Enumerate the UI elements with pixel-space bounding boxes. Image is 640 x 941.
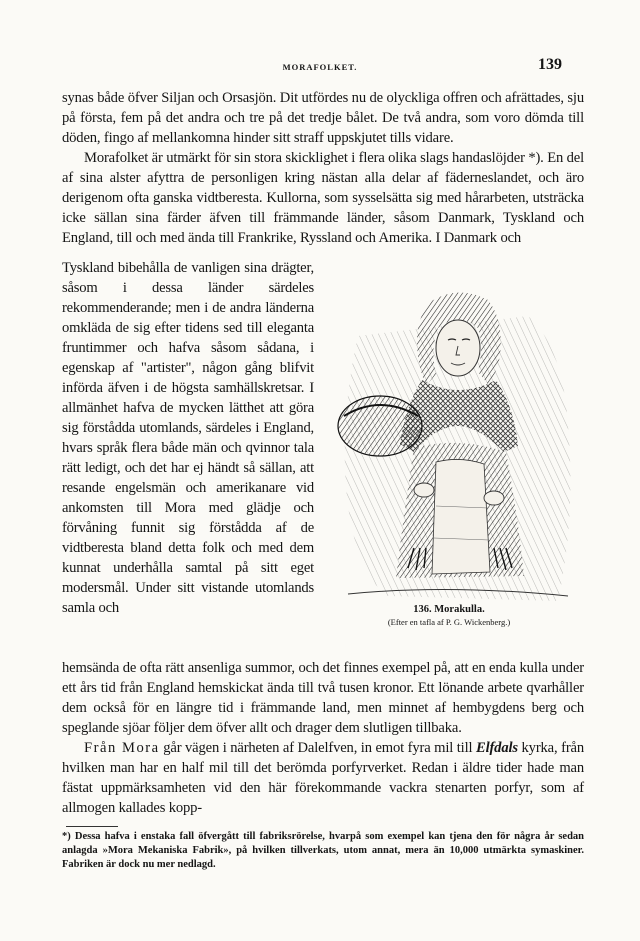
footnote-divider — [66, 826, 118, 827]
figure-caption — [318, 604, 580, 627]
paragraph-1: synas både öfver Siljan och Orsasjön. Dit utfördes nu de olyckliga offren och afrättades, sju på första, fem på det andra och tre på det tredje bålet. De två andra, som voro dömda till döden, fingo af mellankomna hinder sitt straff uppskjutet tills vidare. — [62, 90, 584, 146]
paragraph-2-continued: Tyskland bibehålla de vanligen sina drägter, såsom i dessa länder särdeles rekommenderande; men i de andra länderna omkläda de sig efter tidens sed till eleganta fruntimmer och hafva såsom sådana, i egenskap af "artister", någon gång blifvit införda äfven i de högsta samhällskretsar. I allmänhet hafva de mycken lätthet att göra sig förstådda utomlands, särdeles i England, hvars språk flera både män och qvinnor tala rätt ledigt, och det har ej händt så sällan, att resande engelsmän och amerikanare vid ankomsten till Mora med glädje och förvåning funnit sig förstådda af de vidtberesta bland detta folk och med dem kunnat underhålla samtal på sitt eget modersmål. Under sitt vistande utomlands samla och — [62, 260, 314, 616]
paragraph-2: Morafolket är utmärkt för sin stora skicklighet i flera olika slags handaslöjder *). En del af sina alster afyttra de personligen kring nästan alla delar af fäderneslandet, och äro derigenom ofta ganska vidtberesta. Kullorna, som sysselsätta sig med hårarbeten, utsträcka icke sällan sina färder äfven till främmande länder, såsom Danmark, Tyskland och England, till och med ända till Frankrike, Ryssland och Amerika. I Danmark och — [62, 150, 584, 246]
paragraph-4-end: kyrka, från hvilken man har en half mil till det berömda porfyrverket. Redan i äldre tider hade man fästat uppmärksamheten vid den här förekommande vackra stenarten porfyr, som af allmogen kallades kopp- — [62, 740, 585, 816]
figure-credit: (Efter en tafla af P. G. Wickenberg.) — [387, 617, 511, 627]
wrapped-text-column — [62, 258, 314, 618]
place-name: Elfdals — [475, 740, 518, 756]
figure-number: 136. Morakulla. — [413, 604, 485, 615]
body-text-bottom — [62, 658, 584, 818]
paragraph-4-text: går vägen i närheten af Dalelfven, in emot fyra mil till — [159, 740, 476, 756]
paragraph-4-lead: Från Mora — [84, 740, 160, 756]
body-text-top — [62, 88, 584, 248]
paragraph-4 — [62, 738, 584, 818]
morakulla-engraving — [318, 276, 580, 606]
running-title: MORAFOLKET. — [282, 62, 358, 72]
engraving-illustration — [318, 276, 580, 606]
paragraph-3: hemsända de ofta rätt ansenliga summor, och det finnes exempel på, att en enda kulla under ett års tid från England hemskickat ända till två tusen kronor. Ett lönande arbete qvarhåller dem också för en längre tid i främmande land, men minnet af hembygdens berg och speglande sjöar följer dem öfver allt och drager dem slutligen tillbaka. — [62, 660, 584, 736]
footnote: *) Dessa hafva i enstaka fall öfvergått till fabriksrörelse, hvarpå som exempel kan tjena den för några år sedan anlagda »Mora Mekaniska Fabrik», på hvilken tillverkats, utom annat, mera än 10,000 utmärkta symaskiner. Fabriken är dock nu mer nedlagd. — [62, 831, 584, 870]
page-number: 139 — [538, 56, 562, 73]
